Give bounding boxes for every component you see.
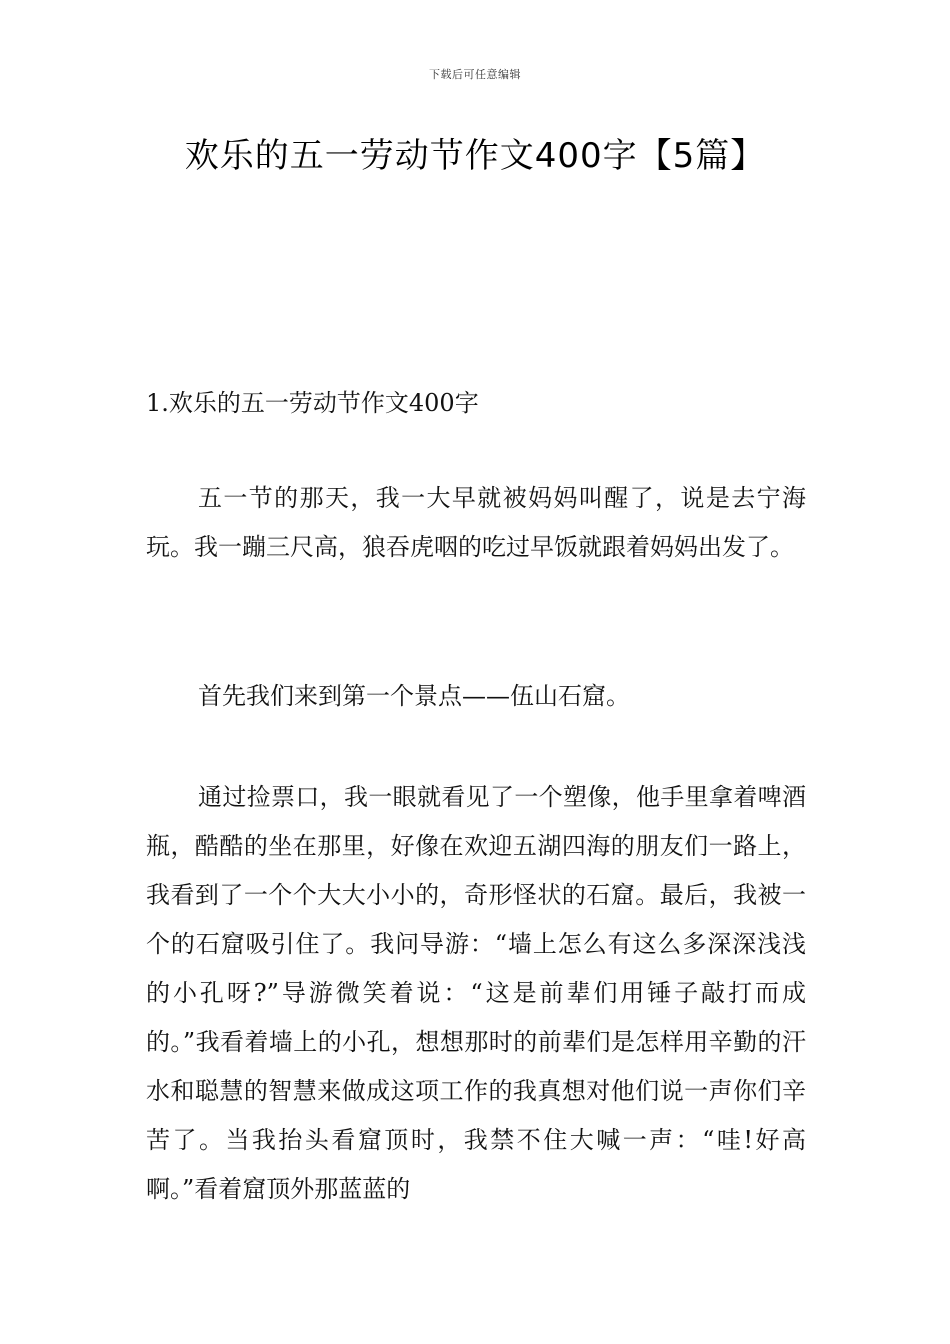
page-title: 欢乐的五一劳动节作文400字【5篇】 (184, 136, 766, 176)
paragraph-2: 首先我们来到第一个景点——伍山石窟。 (198, 682, 630, 710)
section-heading: 1.欢乐的五一劳动节作文400字 (146, 389, 479, 417)
paragraph-1: 五一节的那天，我一大早就被妈妈叫醒了，说是去宁海玩。我一蹦三尺高，狼吞虎咽的吃过早饭就跟着妈妈出发了。 (146, 484, 806, 561)
paragraph-3: 通过捡票口，我一眼就看见了一个塑像，他手里拿着啤酒瓶，酷酷的坐在那里，好像在欢迎五湖四海的朋友们一路上，我看到了一个个大大小小的，奇形怪状的石窟。最后，我被一个的石窟吸引住了。我问导游：“墙上怎么有这么多深深浅浅的小孔呀?”导游微笑着说：“这是前辈们用锤子敲打而成的。”我看着墙上的小孔，想想那时的前辈们是怎样用辛勤的汗水和聪慧的智慧来做成这项工作的我真想对他们说一声你们辛苦了。当我抬头看窟顶时，我禁不住大喊一声：“哇!好高啊。”看着窟顶外那蓝蓝的 (146, 783, 806, 1203)
header-note: 下载后可任意编辑 (429, 68, 521, 81)
